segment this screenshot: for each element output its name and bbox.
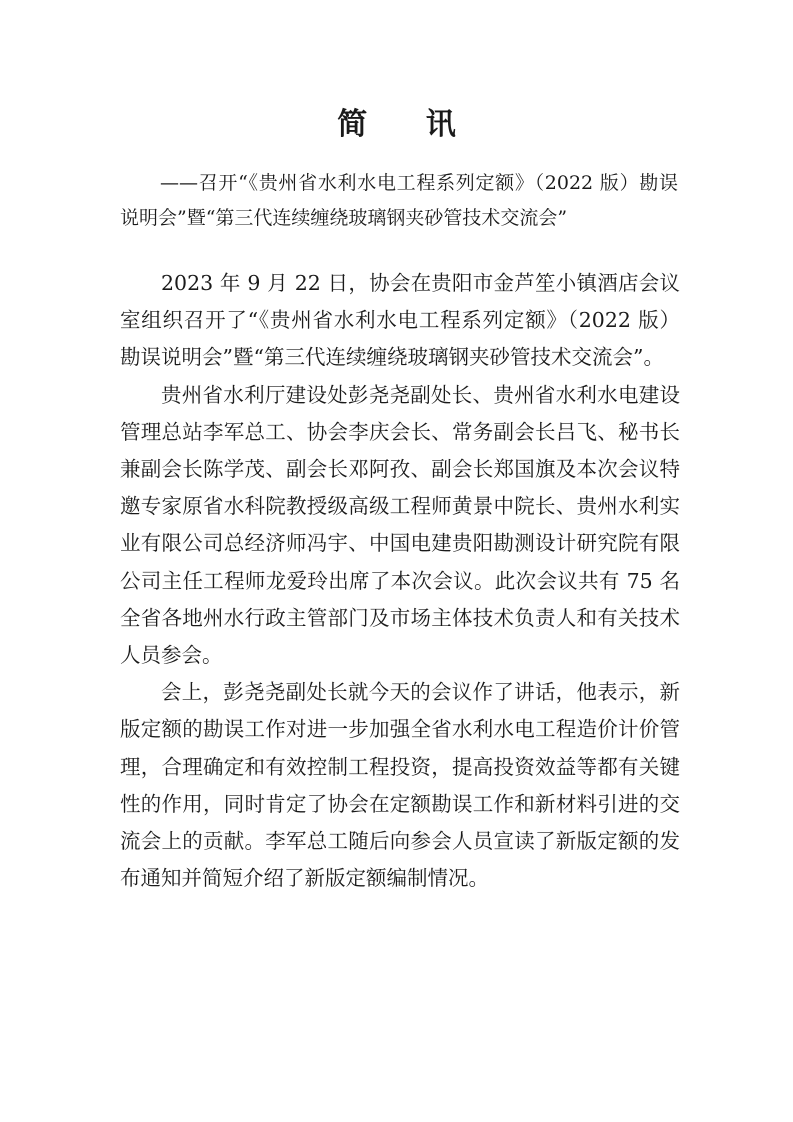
paragraph-meeting-intro: 2023 年 9 月 22 日，协会在贵阳市金芦笙小镇酒店会议室组织召开了“《贵州省水利水电工程系列定额》（2022 版）勘误说明会”暨“第三代连续缠绕玻璃钢夹砂管技术交流会”。 <box>120 271 680 370</box>
document-title: 简 讯 <box>337 107 480 142</box>
paragraph-speech: 会上，彭尧尧副处长就今天的会议作了讲话，他表示，新版定额的勘误工作对进一步加强全省水利水电工程造价计价管理，合理确定和有效控制工程投资，提高投资效益等都有关键性的作用，同时肯定了协会在定额勘误工作和新材料引进的交流会上的贡献。李军总工随后向参会人员宣读了新版定额的发布通知并简短介绍了新版定额编制情况。 <box>120 680 680 891</box>
document-body <box>120 265 680 897</box>
paragraph-attendees: 贵州省水利厅建设处彭尧尧副处长、贵州省水利水电建设管理总站李军总工、协会李庆会长、常务副会长吕飞、秘书长兼副会长陈学茂、副会长邓阿孜、副会长郑国旗及本次会议特邀专家原省水科院教授级高级工程师黄景中院长、贵州水利实业有限公司总经济师冯宇、中国电建贵阳勘测设计研究院有限公司主任工程师龙爱玲出席了本次会议。此次会议共有 75 名全省各地州水行政主管部门及市场主体技术负责人和有关技术人员参会。 <box>120 382 680 668</box>
document-subtitle: ——召开“《贵州省水利水电工程系列定额》（2022 版）勘误说明会”暨“第三代连续缠绕玻璃钢夹砂管技术交流会” <box>120 172 678 229</box>
